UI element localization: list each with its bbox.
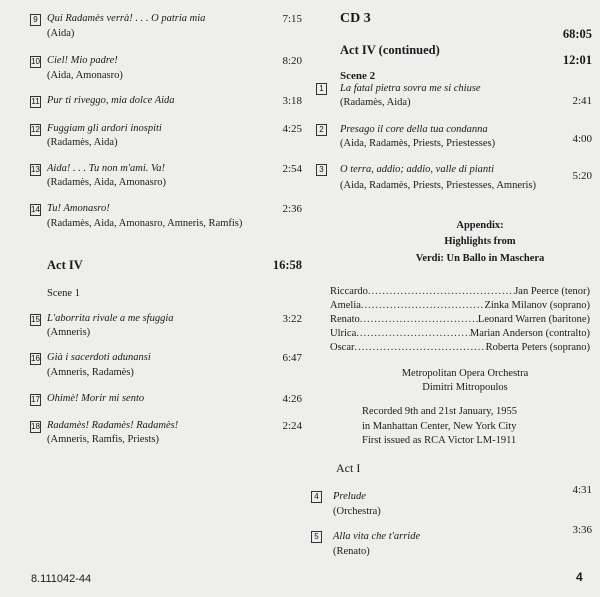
track-title: Aida! . . . Tu non m'ami. Va!	[47, 163, 166, 174]
track-number: 14	[31, 205, 40, 214]
track-title: Già i sacerdoti adunansi	[47, 352, 151, 363]
act-heading: Act I	[336, 461, 361, 475]
act-duration: 12:01	[562, 53, 592, 67]
track-number: 3	[316, 164, 327, 176]
track-duration: 4:31	[572, 484, 592, 496]
scene-heading: Scene 2	[340, 70, 376, 82]
track-duration: 2:54	[282, 163, 302, 175]
cast-row	[330, 342, 590, 353]
cast-row	[330, 300, 590, 311]
track-performers: (Radamès, Aida)	[340, 97, 411, 108]
recording-line: Recorded 9th and 21st January, 1955	[362, 406, 518, 417]
cast-row	[330, 286, 590, 297]
track-title: Ohimè! Morir mi sento	[47, 393, 145, 404]
act-heading: Act IV (continued)	[340, 43, 440, 57]
track-title: Fuggiam gli ardori inospiti	[47, 123, 162, 134]
track-duration: 7:15	[282, 13, 302, 25]
track-duration: 4:00	[572, 133, 592, 145]
track-title: Alla vita che t'arride	[333, 531, 421, 542]
track-duration: 3:22	[282, 313, 302, 325]
track-title: Tu! Amonasro!	[47, 203, 110, 214]
cast-singer: Roberta Peters (soprano)	[485, 342, 590, 353]
track-performers: (Renato)	[333, 546, 370, 557]
cast-row	[330, 314, 590, 325]
track-number: 12	[31, 125, 40, 134]
recording-line: in Manhattan Center, New York City	[362, 421, 517, 432]
track-performers: (Orchestra)	[333, 506, 381, 517]
cast-leader-dots	[368, 286, 514, 297]
track-duration: 8:20	[282, 55, 302, 67]
track-performers: (Amneris, Ramfis, Priests)	[47, 434, 159, 445]
cast-role: Riccardo	[330, 286, 368, 297]
catalog-number: 8.111042-44	[31, 573, 92, 585]
appendix-line: Verdi: Un Ballo in Maschera	[415, 253, 545, 264]
page-number: 4	[576, 570, 583, 584]
track-number: 4	[311, 491, 322, 503]
track-number: 10	[31, 57, 40, 66]
track-number: 18	[31, 422, 40, 431]
track-title: Presago il core della tua condanna	[340, 124, 488, 135]
track-number: 5	[311, 531, 322, 543]
act-duration: 16:58	[272, 258, 302, 272]
track-duration: 3:18	[282, 95, 302, 107]
track-performers: (Amneris, Radamès)	[47, 367, 134, 378]
track-number: 13	[31, 165, 40, 174]
track-title: O terra, addio; addio, valle di pianti	[340, 164, 494, 175]
track-performers: (Amneris)	[47, 327, 91, 338]
track-duration: 4:25	[282, 123, 302, 135]
scene-heading: Scene 1	[47, 288, 80, 299]
track-title: L'aborrita rivale a me sfuggia	[47, 313, 174, 324]
track-performers: (Aida)	[47, 28, 75, 39]
appendix-line: Appendix:	[456, 220, 504, 231]
cast-singer: Leonard Warren (baritone)	[477, 314, 590, 325]
track-duration: 2:41	[572, 95, 592, 107]
cd-heading: CD 3	[340, 11, 371, 26]
cd-duration: 68:05	[562, 27, 592, 41]
track-number: 2	[316, 124, 327, 136]
track-number: 9	[30, 14, 41, 26]
cast-singer: Marian Anderson (contralto)	[469, 328, 590, 339]
track-number: 17	[31, 395, 40, 404]
track-number: 11	[31, 97, 40, 106]
track-title: La fatal pietra sovra me si chiuse	[340, 83, 481, 94]
track-performers: (Radamès, Aida)	[47, 137, 118, 148]
conductor: Dimitri Mitropoulos	[422, 382, 508, 393]
orchestra: Metropolitan Opera Orchestra	[401, 368, 529, 379]
cast-leader-dots	[355, 342, 486, 353]
cast-role: Ulrica	[330, 328, 357, 339]
cast-leader-dots	[361, 300, 485, 311]
track-number: 15	[31, 315, 40, 324]
track-duration: 6:47	[282, 352, 302, 364]
track-performers: (Aida, Radamès, Priests, Priestesses)	[340, 138, 496, 149]
appendix-line: Highlights from	[444, 236, 516, 247]
track-performers: (Aida, Amonasro)	[47, 70, 123, 81]
track-duration: 4:26	[282, 393, 302, 405]
recording-line: First issued as RCA Victor LM-1911	[362, 435, 517, 446]
track-performers: (Radamès, Aida, Amonasro, Amneris, Ramfis)	[47, 218, 243, 229]
track-title: Qui Radamès verrà! . . . O patria mia	[47, 13, 206, 24]
cast-row	[330, 328, 590, 339]
track-number: 16	[31, 354, 40, 363]
track-duration: 2:24	[282, 420, 302, 432]
act-heading: Act IV	[47, 258, 83, 272]
track-number: 1	[316, 83, 327, 95]
track-duration: 2:36	[282, 203, 302, 215]
track-duration: 3:36	[572, 524, 592, 536]
track-duration: 5:20	[572, 170, 592, 182]
cast-leader-dots	[360, 314, 478, 325]
cast-role: Oscar	[330, 342, 355, 353]
cast-singer: Zinka Milanov (soprano)	[484, 300, 590, 311]
cast-role: Renato	[330, 314, 360, 325]
cast-singer: Jan Peerce (tenor)	[514, 286, 590, 297]
track-title: Ciel! Mio padre!	[47, 55, 118, 66]
cast-leader-dots	[356, 328, 470, 339]
cast-role: Amelia	[330, 300, 361, 311]
track-performers: (Radamès, Aida, Amonasro)	[47, 177, 166, 188]
track-title: Prelude	[333, 491, 366, 502]
track-performers: (Aida, Radamès, Priests, Priestesses, Amneris)	[340, 180, 536, 191]
track-title: Pur ti riveggo, mia dolce Aida	[47, 95, 175, 106]
track-title: Radamès! Radamès! Radamès!	[47, 420, 179, 431]
